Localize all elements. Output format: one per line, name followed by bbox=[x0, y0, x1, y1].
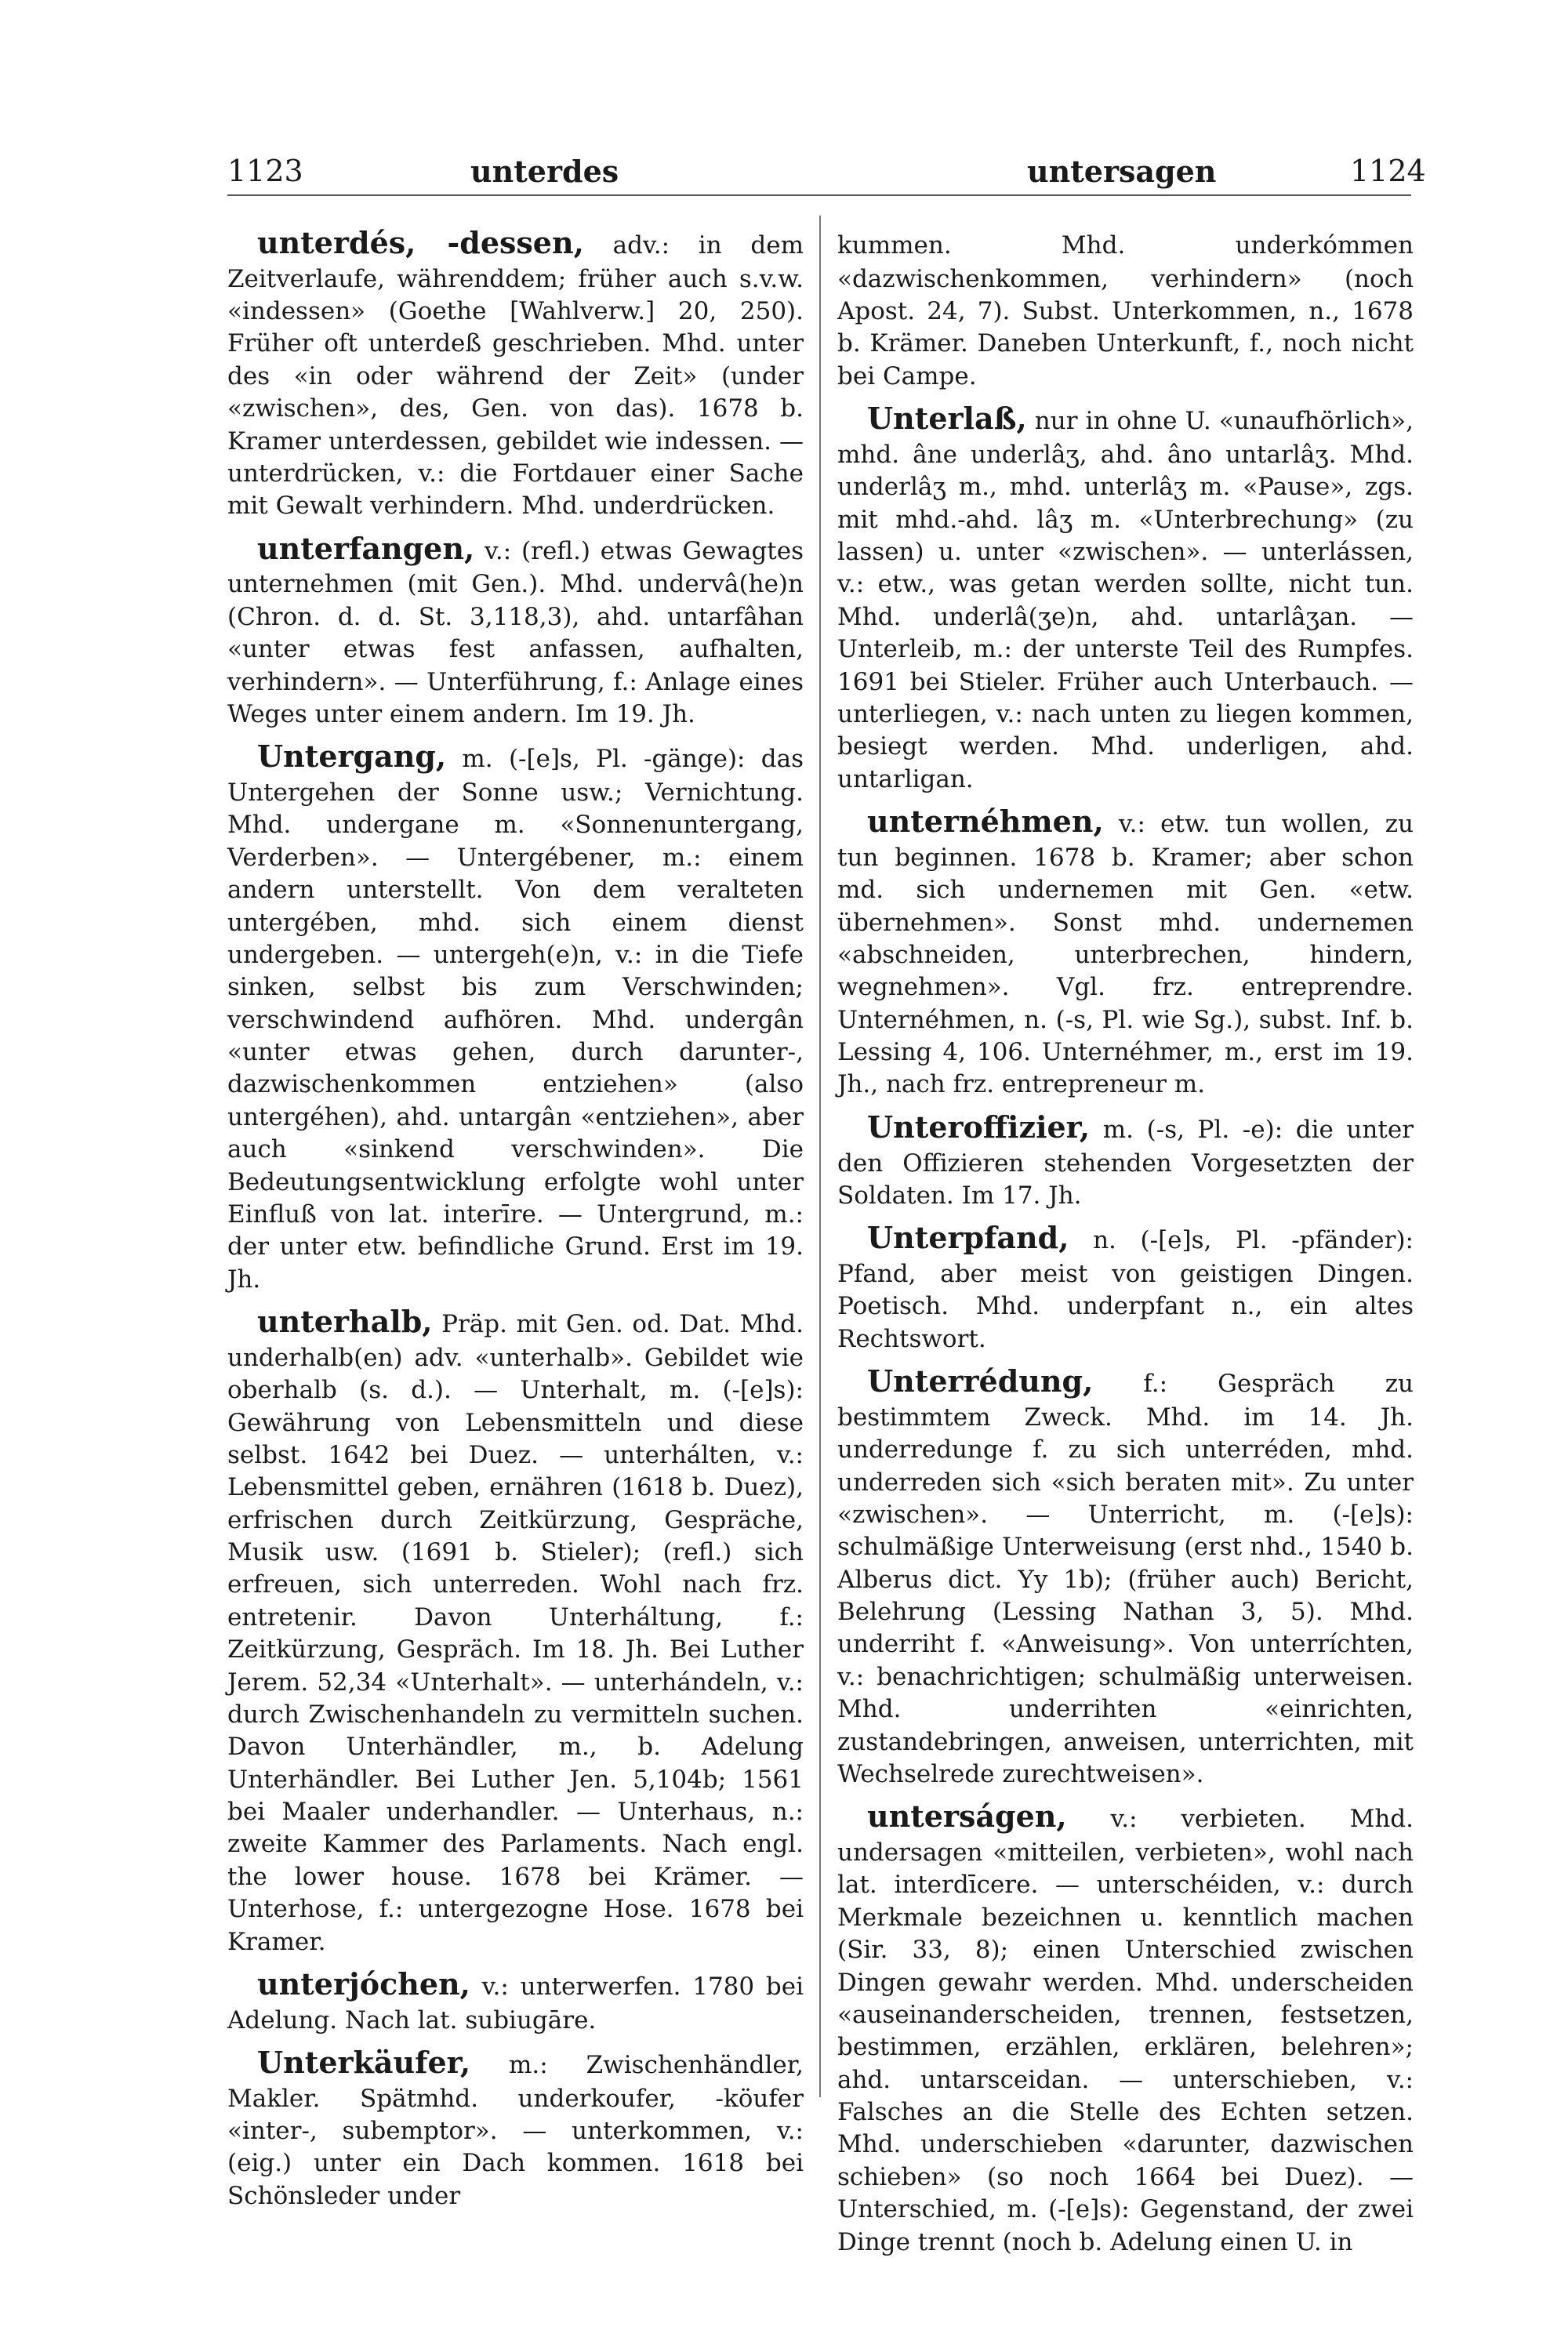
entry-headword: unternéhmen, bbox=[867, 804, 1104, 840]
entry-headword: Untergang, bbox=[257, 739, 447, 775]
entry-text: adv.: in dem Zeitverlaufe, währenddem; früher auch s.v.w. «indessen» (Goethe [Wahlverw.] 20, 250). Früher oft unterdeß geschrieben. Mhd. unter des «in oder während der Zeit» (under «zwischen», des, Gen. von das). 1678 b. Kramer unterdessen, gebildet wie indessen. — unterdrücken, v.: die Fortdauer einer Sache mit Gewalt verhindern. Mhd. underdrücken. bbox=[227, 231, 804, 521]
right-column bbox=[837, 223, 1414, 2265]
column-divider bbox=[819, 216, 821, 2097]
entry-headword: unterfangen, bbox=[257, 530, 475, 566]
entry-text: v.: unterwerfen. 1780 bei Adelung. Nach lat. subiugāre. bbox=[227, 1972, 804, 2034]
entry-headword: Unterkäufer, bbox=[257, 2044, 471, 2080]
entry-text: v.: verbieten. Mhd. undersagen «mitteilen, verbieten», wohl nach lat. interdīcere. — unterschéiden, v.: durch Merkmale bezeichnen u. kenntlich machen (Sir. 33, 8); einen Unterschied zwischen Dingen gewahr werden. Mhd. underscheiden «auseinanderscheiden, trennen, festsetzen, bestimmen, erzählen, erklären, belehren»; ahd. untarsceidan. — unterschieben, v.: Falsches an die Stelle des Echten setzen. Mhd. underschieben «darunter, dazwischen schieben» (so noch 1664 bei Duez). — Unterschied, m. (-[e]s): Gegenstand, der zwei Dinge trennt (noch b. Adelung einen U. in bbox=[837, 1805, 1414, 2256]
page-number-right: 1124 bbox=[1350, 154, 1426, 188]
page-header bbox=[0, 154, 1568, 201]
dictionary-entry bbox=[227, 223, 804, 523]
entry-text: m. (-s, Pl. -e): die unter den Offizieren stehenden Vorgesetzten der Soldaten. Im 17. Jh. bbox=[837, 1115, 1414, 1210]
entry-text: v.: (refl.) etwas Gewagtes unternehmen (mit Gen.). Mhd. undervâ(he)n (Chron. d. d. St. 3,118,3), ahd. untarfâhan «unter etwas fest anfassen, aufhalten, verhindern». — Unterführung, f.: Anlage eines Weges unter einem andern. Im 19. Jh. bbox=[227, 536, 804, 728]
page-number-left: 1123 bbox=[227, 154, 303, 188]
entry-headword: Unterlaß, bbox=[867, 401, 1027, 437]
dictionary-entry bbox=[837, 1797, 1414, 2259]
left-column bbox=[227, 223, 804, 2219]
entry-text: v.: etw. tun wollen, zu tun beginnen. 1678 b. Kramer; aber schon md. sich undernemen mit Gen. «etw. übernehmen». Sonst mhd. undernemen «abschneiden, unterbrechen, hindern, wegnehmen». Vgl. frz. entreprendre. Unternéhmen, n. (-s, Pl. wie Sg.), subst. Inf. b. Lessing 4, 106. Unternéhmer, m., erst im 19. Jh., nach frz. entrepreneur m. bbox=[837, 810, 1414, 1099]
entry-headword: unterhalb, bbox=[257, 1304, 433, 1340]
entry-text: kummen. Mhd. underkómmen «dazwischenkommen, verhindern» (noch Apost. 24, 7). Subst. Unterkommen, n., 1678 b. Krämer. Daneben Unterkunft, f., noch nicht bei Campe. bbox=[837, 231, 1414, 390]
dictionary-entry bbox=[227, 737, 804, 1296]
dictionary-entry bbox=[837, 1108, 1414, 1212]
entry-text: m.: Zwischenhändler, Makler. Spätmhd. underkoufer, -köufer «inter-, subemptor». — unterkommen, v.: (eig.) unter ein Dach kommen. 1618 bei Schönsleder under bbox=[227, 2050, 804, 2210]
entry-headword: unterságen, bbox=[867, 1798, 1067, 1835]
entry-text: m. (-[e]s, Pl. -gänge): das Untergehen der Sonne usw.; Vernichtung. Mhd. undergane m. «Sonnenuntergang, Verderben». — Untergébener, m.: einem andern unterstellt. Von dem veralteten untergében, mhd. sich einem dienst undergeben. — untergeh(e)n, v.: in die Tiefe sinken, selbst bis zum Verschwinden; verschwindend aufhören. Mhd. undergân «unter etwas gehen, durch darunter-, dazwischenkommen entziehen» (also untergéhen), ahd. untargân «entziehen», aber auch «sinkend verschwinden». Die Bedeutungsentwicklung erfolgte wohl unter Einfluß von lat. interīre. — Untergrund, m.: der unter etw. befindliche Grund. Erst im 19. Jh. bbox=[227, 745, 804, 1294]
dictionary-entry bbox=[837, 399, 1414, 796]
dictionary-entry bbox=[227, 1965, 804, 2037]
entry-headword: Unterpfand, bbox=[867, 1220, 1069, 1256]
header-rule bbox=[227, 194, 1411, 196]
dictionary-entry bbox=[227, 1302, 804, 1958]
dictionary-entry bbox=[837, 1218, 1414, 1356]
entry-headword: unterjóchen, bbox=[257, 1965, 470, 2002]
entry-text: n. (-[e]s, Pl. -pfänder): Pfand, aber meist von geistigen Dingen. Poetisch. Mhd. underpfant n., ein altes Rechtswort. bbox=[837, 1226, 1414, 1353]
entry-headword: Unterrédung, bbox=[867, 1363, 1094, 1399]
entry-headword: unterdés, -dessen, bbox=[257, 225, 584, 260]
entry-text: Präp. mit Gen. od. Dat. Mhd. underhalb(en) adv. «unterhalb». Gebildet wie oberhalb (s. d.). — Unterhalt, m. (-[e]s): Gewährung von Lebensmitteln und diese selbst. 1642 bei Duez. — unterhálten, v.: Lebensmittel geben, ernähren (1618 b. Duez), erfrischen durch Zeitkürzung, Gespräche, Musik usw. (1691 b. Stieler); (refl.) sich erfreuen, sich unterreden. Wohl nach frz. entretenir. Davon Unterháltung, f.: Zeitkürzung, Gespräch. Im 18. Jh. Bei Luther Jerem. 52,34 «Unterhalt». — unterhándeln, v.: durch Zwischenhandeln zu vermitteln suchen. Davon Unterhändler, m., b. Adelung Unterhändler. Bei Luther Jen. 5,104b; 1561 bei Maaler underhandler. — Unterhaus, n.: zweite Kammer des Parlaments. Nach engl. the lower house. 1678 bei Krämer. — Unterhose, f.: untergezogne Hose. 1678 bei Kramer. bbox=[227, 1310, 804, 1956]
dictionary-entry bbox=[227, 529, 804, 731]
running-headword-left: unterdes bbox=[470, 154, 619, 189]
entry-text: f.: Gespräch zu bestimmtem Zweck. Mhd. im 14. Jh. underredunge f. zu sich unterréden, mhd. underreden sich «sich beraten mit». Zu unter «zwischen». — Unterricht, m. (-[e]s): schulmäßige Unterweisung (erst nhd., 1540 b. Alberus dict. Yy 1b); (früher auch) Bericht, Belehrung (Lessing Nathan 3, 5). Mhd. underriht f. «Anweisung». Von unterríchten, v.: benachrichtigen; schulmäßig unterweisen. Mhd. underrihten «einrichten, zustandebringen, anweisen, unterrichten, mit Wechselrede zurechtweisen». bbox=[837, 1370, 1414, 1788]
dictionary-entry bbox=[227, 2043, 804, 2212]
dictionary-entry-continued bbox=[837, 223, 1414, 393]
running-headword-right: untersagen bbox=[1027, 154, 1217, 189]
dictionary-entry bbox=[837, 1362, 1414, 1791]
entry-text: nur in ohne U. «unaufhörlich», mhd. âne underlâʒ, ahd. âno untarlâʒ. Mhd. underlâʒ m., mhd. unterlâʒ m. «Pause», zgs. mit mhd.-ahd. lâʒ m. «Unterbrechung» (zu lassen) u. unter «zwischen». — unterlássen, v.: etw., was getan werden sollte, nicht tun. Mhd. underlâ(ʒe)n, ahd. untarlâʒan. — Unterleib, m.: der unterste Teil des Rumpfes. 1691 bei Stieler. Früher auch Unterbauch. — unterliegen, v.: nach unten zu liegen kommen, besiegt werden. Mhd. underligen, ahd. untarligan. bbox=[837, 407, 1414, 793]
entry-headword: Unteroffizier, bbox=[867, 1109, 1091, 1145]
dictionary-entry bbox=[837, 802, 1414, 1102]
